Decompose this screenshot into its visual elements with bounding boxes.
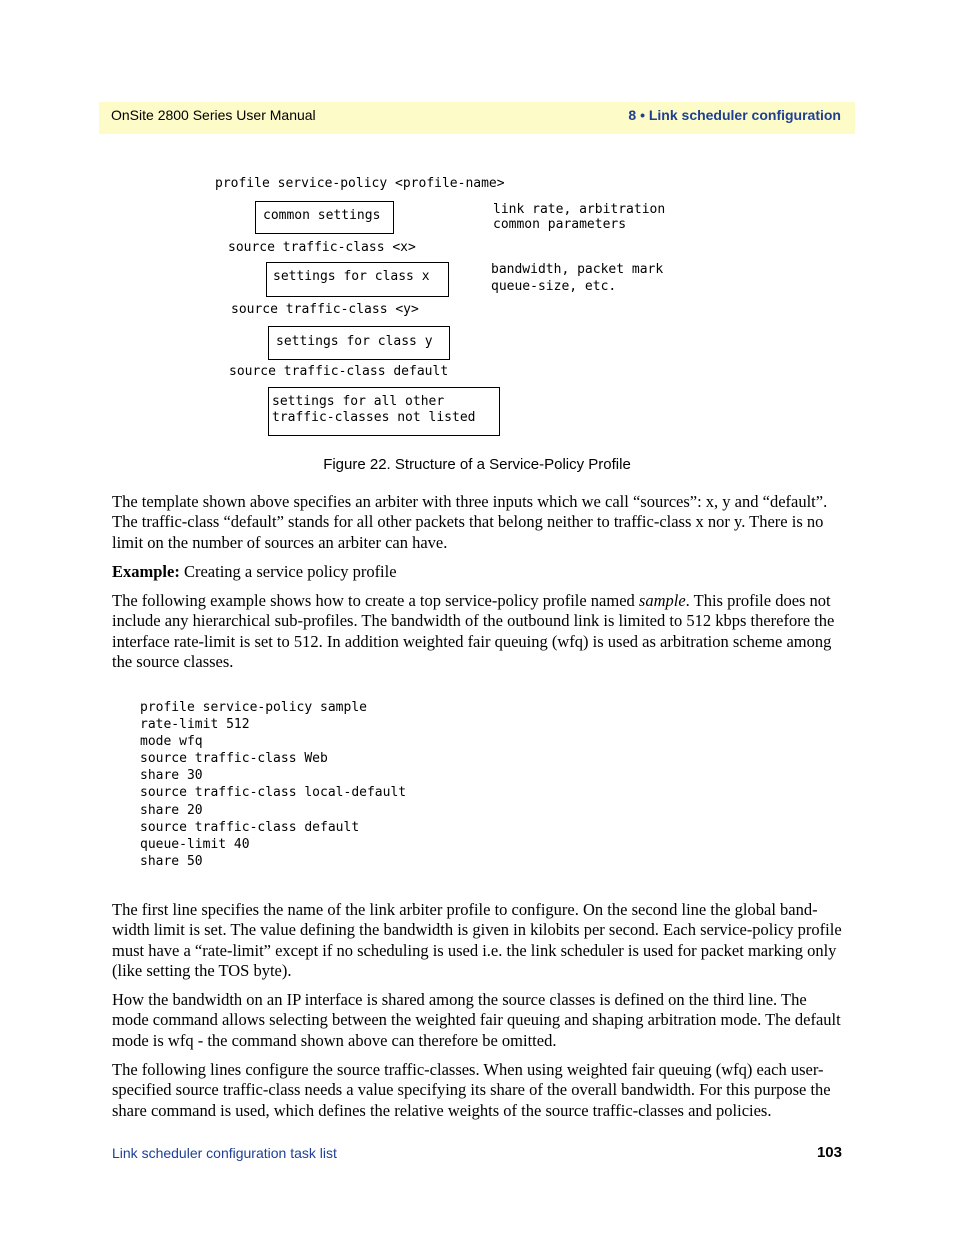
code-line: queue-limit 40 (140, 836, 250, 852)
paragraph-example (112, 562, 842, 582)
figure-note-common-2: common parameters (493, 217, 627, 232)
code-line: source traffic-class Web (140, 751, 328, 767)
paragraph-arbiter-inputs: The template shown above specifies an arbiter with three inputs which we call “sources”: x, y and “default”. The traffic-class “default” stands for all other packets that belong neither to traffic-class x nor y. There is no limit on the number of sources an arbiter can have. (112, 492, 828, 552)
p2-text-a: The following example shows how to create a top service-policy profile named (112, 591, 639, 610)
chapter-title: 8 • Link scheduler configuration (628, 107, 841, 123)
figure-line-class-x: source traffic-class <x> (228, 240, 416, 255)
code-line: rate-limit 512 (140, 717, 250, 733)
paragraph-bandwidth-sharing: How the bandwidth on an IP interface is shared among the source classes is defined on the third line. The mode command allows selecting between the weighted fair queuing and shaping arbitration mode. The default mode is wfq - the command shown above can therefore be omitted. (112, 990, 841, 1050)
figure-box-class-x-text: settings for class x (273, 269, 430, 284)
figure-line-default: source traffic-class default (229, 364, 449, 379)
figure-note-class-2: queue-size, etc. (491, 279, 617, 294)
figure-box-default (268, 387, 500, 436)
figure-note-class-1: bandwidth, packet mark (491, 262, 664, 277)
p2-emphasis: sample (638, 591, 686, 610)
code-line: share 20 (140, 802, 203, 818)
figure-line-profile: profile service-policy <profile-name> (215, 176, 505, 191)
manual-title: OnSite 2800 Series User Manual (111, 107, 316, 123)
paragraph-example-description (112, 591, 842, 672)
paragraph-source-classes: The following lines configure the source traffic-classes. When using weighted fair queuing (wfq) each user-specified source traffic-class needs a value specifying its share of the overall bandwidth. For this purpose the share command is used, which defines the relative weights of the source traffic-classes and policies. (112, 1060, 831, 1120)
figure-box-default-text-1: settings for all other (272, 394, 445, 409)
page-header (99, 102, 855, 134)
code-line: source traffic-class default (140, 819, 360, 835)
code-line: mode wfq (140, 734, 203, 750)
example-label: Example: (112, 562, 180, 581)
page-number: 103 (816, 1144, 842, 1161)
code-line: source traffic-class local-default (140, 785, 407, 801)
p2-text-b: . This profile does not include any hierarchical sub-profiles. The bandwidth of the outbound link is limited to 512 kbps therefore the interface rate-limit is set to 512. In addition weighted fair queuing (wfq) is used as arbitration scheme among the source classes. (112, 591, 835, 671)
figure-box-class-y-text: settings for class y (276, 334, 433, 349)
figure-box-common (255, 201, 394, 234)
footer-section-link[interactable]: Link scheduler configuration task list (112, 1145, 337, 1161)
figure-note-common-1: link rate, arbitration (493, 202, 666, 217)
figure-caption: Figure 22. Structure of a Service-Policy Profile (323, 456, 631, 473)
code-line: share 50 (140, 853, 203, 869)
example-text: Creating a service policy profile (179, 562, 397, 581)
figure-box-class-x (266, 262, 449, 297)
figure-box-common-text: common settings (263, 208, 381, 223)
code-example (140, 699, 406, 870)
code-line: share 30 (140, 768, 203, 784)
figure-line-class-y: source traffic-class <y> (231, 302, 419, 317)
figure-box-class-y (268, 326, 450, 360)
code-line: profile service-policy sample (140, 700, 367, 715)
paragraph-first-line: The first line specifies the name of the link arbiter profile to configure. On the second line the global band-width limit is set. The value defining the bandwidth is given in kilobits per second. Each service-policy profile must have a “rate-limit” except if no scheduling is used i.e. the link scheduler is used for packet marking only (like setting the TOS byte). (112, 900, 842, 980)
figure-box-default-text-2: traffic-classes not listed (272, 410, 476, 425)
